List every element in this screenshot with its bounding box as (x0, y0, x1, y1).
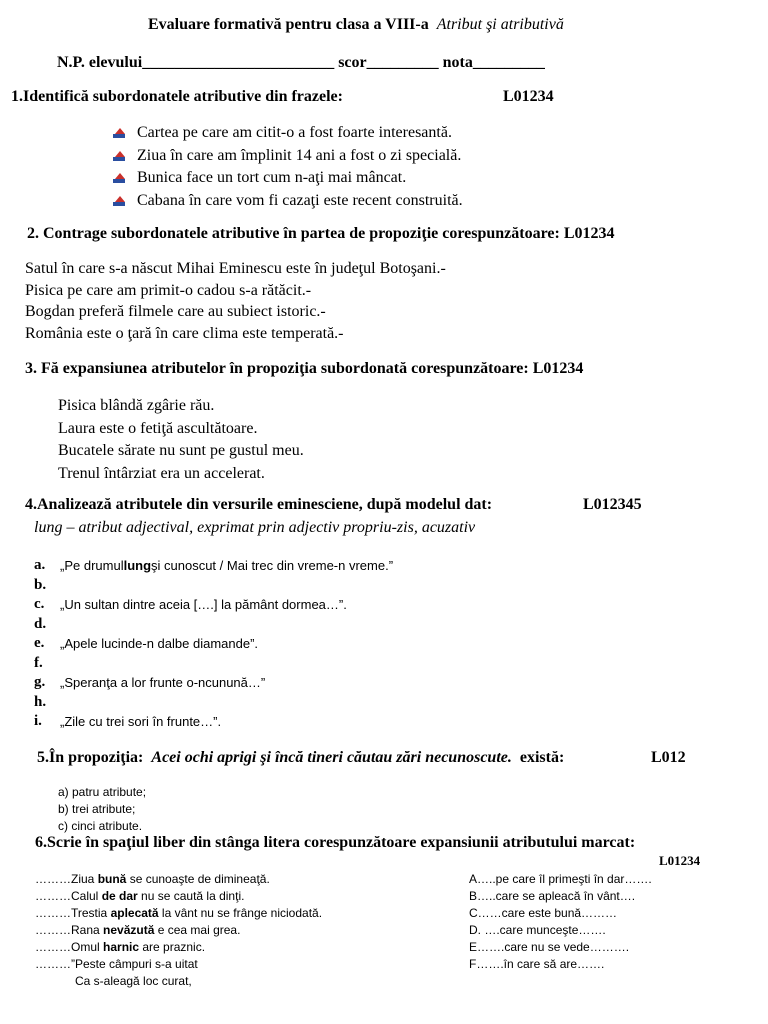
title-main: Evaluare formativă pentru clasa a VIII-a (148, 16, 429, 33)
list-item: ………Ziua bună se cunoaşte de dimineaţă. (35, 872, 270, 886)
q1-list (113, 122, 463, 212)
list-item: F…….în care să are……. (469, 957, 605, 971)
option-item: a) patru atribute; (58, 785, 147, 799)
list-item: g. „Speranţa a lor frunte o-ncunună…” (34, 674, 266, 691)
list-item: e. „Apele lucinde-n dalbe diamande”. (34, 635, 259, 652)
bullet-arrow-icon (113, 195, 125, 207)
list-item: C……care este bună……… (469, 906, 618, 920)
q4-model: lung – atribut adjectival, exprimat prin adjectiv propriu-zis, acuzativ (34, 519, 476, 536)
list-item: Bucatele sărate nu sunt pe gustul meu. (58, 442, 304, 459)
list-item: ………Calul de dar nu se caută la dinţi. (35, 889, 245, 903)
list-item: b. (34, 576, 47, 593)
list-item: a. „Pe drumul lung şi cunoscut / Mai trec din vreme-n vreme.” (34, 557, 394, 574)
list-item: i. „Zile cu trei sori în frunte…”. (34, 713, 222, 730)
q2-list (25, 258, 446, 344)
list-item: d. (34, 615, 47, 632)
list-item: Bogdan preferă filmele care au subiect istoric.- (25, 303, 326, 320)
list-item: f. (34, 654, 43, 671)
q5-heading: 5.În propoziţia: Acei ochi aprigi şi încă tineri căutau zări necunoscute. există: (37, 749, 565, 766)
list-item: Ziua în care am împlinit 14 ani a fost o zi specială. (113, 145, 463, 168)
q3-heading: 3. Fă expansiunea atributelor în propoziţia subordonată corespunzătoare: L01234 (25, 360, 584, 377)
bullet-arrow-icon (113, 127, 125, 139)
student-info-line: N.P. elevului________________________ scor_________ nota_________ (57, 54, 545, 71)
page-title (148, 16, 564, 34)
list-item: Laura este o fetiţă ascultătoare. (58, 419, 258, 437)
q6-proverbs (35, 871, 322, 990)
list-item: Pisica pe care am primit-o cadou s-a rătăcit.- (25, 281, 312, 299)
list-item: A…..pe care îl primeşti în dar……. (469, 872, 652, 886)
bullet-arrow-icon (113, 172, 125, 184)
q2-heading: 2. Contrage subordonatele atributive în partea de propoziţie corespunzătoare: L01234 (27, 225, 615, 242)
q6-code: L01234 (659, 853, 701, 868)
list-item: c. „Un sultan dintre aceia [….] la pământ dormea…”. (34, 596, 347, 613)
q6-expansions (469, 871, 652, 973)
q5-code: L012 (651, 749, 686, 766)
q5-options (58, 784, 146, 835)
q5-sentence: Acei ochi aprigi şi încă tineri căutau zări necunoscute. (151, 749, 512, 766)
list-item: ………Trestia aplecată la vânt nu se frânge niciodată. (35, 906, 323, 920)
q4-verses (34, 556, 393, 732)
list-item: ………Omul harnic are praznic. (35, 940, 206, 954)
list-item: ………Rana nevăzută e cea mai grea. (35, 923, 241, 937)
q4-heading: 4.Analizează atributele din versurile eminesciene, după modelul dat: (25, 496, 493, 513)
q1-heading: 1.Identifică subordonatele atributive din frazele: (11, 88, 343, 105)
list-item: Satul în care s-a născut Mihai Eminescu este în judeţul Botoşani.- (25, 260, 446, 277)
list-item: Trenul întârziat era un accelerat. (58, 464, 265, 482)
list-item: E…….care nu se vede………. (469, 940, 630, 954)
list-item: România este o ţară în care clima este temperată.- (25, 324, 344, 342)
list-item: h. (34, 693, 47, 710)
list-item: B…..care se apleacă în vânt…. (469, 889, 636, 903)
q6-heading: 6.Scrie în spaţiul liber din stânga litera corespunzătoare expansiunii atributului marcat: (35, 834, 636, 851)
option-item: c) cinci atribute. (58, 819, 143, 833)
list-item: Cartea pe care am citit-o a fost foarte interesantă. (113, 122, 463, 145)
list-item: ………”Peste câmpuri s-a uitat (35, 957, 198, 971)
option-item: b) trei atribute; (58, 802, 136, 816)
title-topic: Atribut şi atributivă (436, 16, 564, 33)
bullet-arrow-icon (113, 150, 125, 162)
list-item: Bunica face un tort cum n-aţi mai mâncat. (113, 167, 463, 190)
list-item: D. ….care munceşte……. (469, 923, 606, 937)
q1-code: L01234 (503, 88, 554, 105)
q4-code: L012345 (583, 496, 642, 513)
list-item: Cabana în care vom fi cazaţi este recent construită. (113, 190, 463, 213)
q3-list (58, 395, 304, 485)
list-item: Pisica blândă zgârie rău. (58, 397, 215, 414)
list-item: Ca s-aleagă loc curat, (35, 974, 192, 988)
